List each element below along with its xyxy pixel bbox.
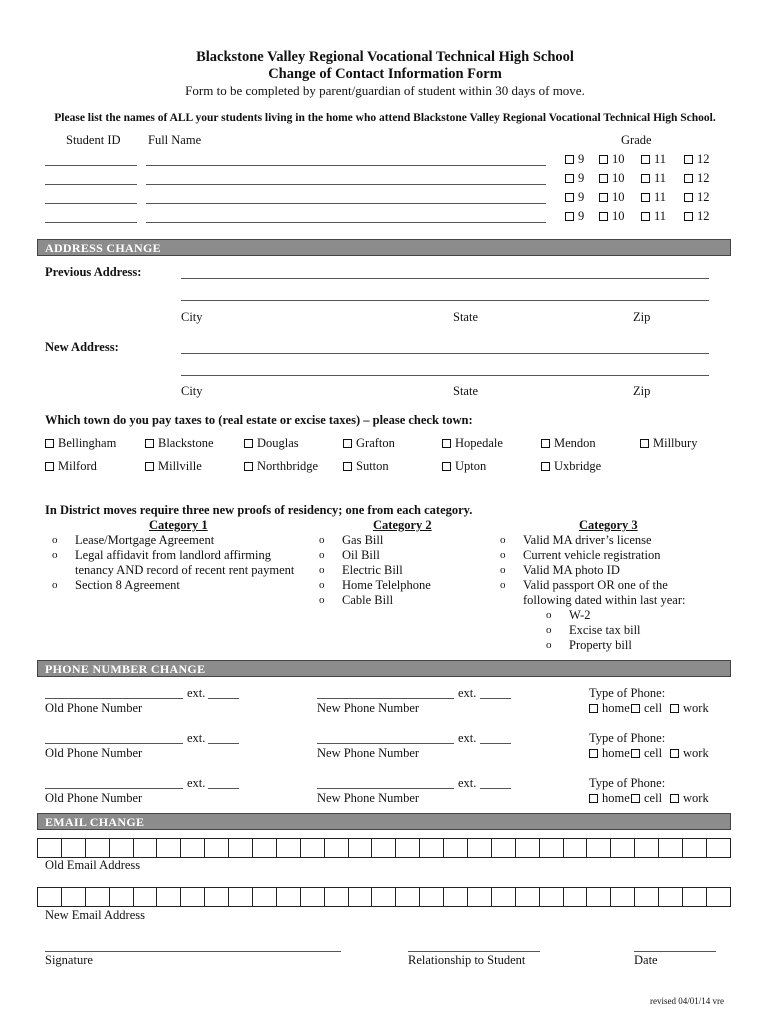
phone-type-home-label: home — [602, 701, 630, 715]
grade-12-option[interactable] — [684, 152, 710, 167]
grade-10-option-label: 10 — [612, 209, 625, 223]
email-char-box[interactable] — [683, 839, 707, 857]
grade-12-option[interactable] — [684, 171, 710, 186]
email-char-box[interactable] — [635, 888, 659, 906]
email-char-box[interactable] — [444, 888, 468, 906]
date-label: Date — [634, 953, 658, 967]
student-id-line[interactable] — [45, 222, 137, 223]
bullet-icon: o — [500, 534, 506, 546]
category-3-item: Current vehicle registration — [523, 548, 661, 562]
checkbox[interactable] — [589, 704, 598, 713]
email-char-box[interactable] — [659, 888, 683, 906]
email-char-box[interactable] — [181, 888, 205, 906]
grade-12-option-label: 12 — [697, 190, 710, 204]
towns-question: Which town do you pay taxes to (real estate or excise taxes) – please check town: — [45, 413, 473, 427]
email-char-box[interactable] — [492, 839, 516, 857]
email-char-box[interactable] — [587, 888, 611, 906]
checkbox[interactable] — [589, 794, 598, 803]
new-phone-line[interactable] — [317, 743, 454, 744]
bullet-icon: o — [500, 564, 506, 576]
email-char-box[interactable] — [301, 839, 325, 857]
checkbox[interactable] — [684, 155, 693, 164]
town-douglas[interactable] — [244, 436, 299, 451]
email-char-box[interactable] — [611, 888, 635, 906]
email-char-box[interactable] — [157, 839, 181, 857]
checkbox[interactable] — [640, 439, 649, 448]
form-title: Change of Contact Information Form — [268, 66, 502, 82]
new-phone-line[interactable] — [317, 788, 454, 789]
town-milford-label: Milford — [58, 459, 97, 473]
category-1-item: Lease/Mortgage Agreement — [75, 533, 215, 547]
email-char-box[interactable] — [564, 888, 588, 906]
category-1-item: Legal affidavit from landlord affirming — [75, 548, 272, 562]
bullet-icon: o — [319, 534, 325, 546]
phone-type-cell[interactable] — [631, 746, 662, 761]
new-ext-line[interactable] — [480, 698, 511, 699]
checkbox[interactable] — [684, 212, 693, 221]
new-ext-line[interactable] — [480, 743, 511, 744]
old-phone-label: Old Phone Number — [45, 746, 143, 760]
email-char-box[interactable] — [253, 839, 277, 857]
email-char-box[interactable] — [611, 839, 635, 857]
town-millbury-label: Millbury — [653, 436, 698, 450]
old-phone-label: Old Phone Number — [45, 701, 143, 715]
email-char-box[interactable] — [157, 888, 181, 906]
new-email-grid[interactable] — [37, 887, 731, 907]
checkbox[interactable] — [670, 704, 679, 713]
email-char-box[interactable] — [372, 888, 396, 906]
category-2-item: Gas Bill — [342, 533, 384, 547]
email-char-box[interactable] — [372, 839, 396, 857]
grade-10-option-label: 10 — [612, 190, 625, 204]
checkbox[interactable] — [541, 439, 550, 448]
email-char-box[interactable] — [444, 839, 468, 857]
grade-10-option[interactable] — [599, 152, 625, 167]
student-name-line[interactable] — [146, 184, 546, 185]
phone-type-label: Type of Phone: — [589, 776, 666, 790]
previous-state-label: State — [453, 310, 478, 324]
town-mendon-label: Mendon — [554, 436, 596, 450]
town-milford[interactable] — [45, 459, 97, 474]
category-2-item: Electric Bill — [342, 563, 403, 577]
grade-9-option-label: 9 — [578, 152, 585, 166]
email-char-box[interactable] — [134, 888, 158, 906]
checkbox[interactable] — [244, 439, 253, 448]
grade-12-option-label: 12 — [697, 171, 710, 185]
checkbox[interactable] — [565, 193, 574, 202]
email-char-box[interactable] — [253, 888, 277, 906]
bullet-icon: o — [500, 579, 506, 591]
email-char-box[interactable] — [229, 888, 253, 906]
previous-zip-label: Zip — [633, 310, 651, 324]
signature-label: Signature — [45, 953, 93, 967]
previous-address-line1[interactable] — [181, 278, 709, 279]
previous-city-label: City — [181, 310, 203, 324]
student-name-line[interactable] — [146, 203, 546, 204]
new-zip-label: Zip — [633, 384, 651, 398]
phone-type-work[interactable] — [670, 791, 709, 806]
checkbox[interactable] — [244, 462, 253, 471]
grade-9-option[interactable] — [565, 209, 584, 224]
previous-address-line2[interactable] — [181, 300, 709, 301]
grade-12-option-label: 12 — [697, 209, 710, 223]
category-2-title: Category 2 — [373, 518, 432, 532]
email-char-box[interactable] — [349, 839, 373, 857]
town-blackstone-label: Blackstone — [158, 436, 214, 450]
grade-9-option-label: 9 — [578, 171, 585, 185]
grade-9-option[interactable] — [565, 152, 584, 167]
email-char-box[interactable] — [683, 888, 707, 906]
category-2-item: Oil Bill — [342, 548, 380, 562]
grade-11-option[interactable] — [641, 152, 666, 167]
town-mendon[interactable] — [541, 436, 596, 451]
email-char-box[interactable] — [325, 839, 349, 857]
old-ext-label: ext. — [187, 686, 206, 700]
town-grafton[interactable] — [343, 436, 395, 451]
checkbox[interactable] — [631, 794, 640, 803]
residency-heading: In District moves require three new proofs of residency; one from each category. — [45, 503, 473, 517]
checkbox[interactable] — [641, 193, 650, 202]
old-email-label: Old Email Address — [45, 858, 141, 872]
checkbox[interactable] — [145, 462, 154, 471]
student-name-line[interactable] — [146, 165, 546, 166]
category-3-title: Category 3 — [579, 518, 638, 532]
checkbox[interactable] — [599, 174, 608, 183]
category-3-item: following dated within last year: — [523, 593, 686, 607]
email-char-box[interactable] — [659, 839, 683, 857]
grade-10-option-label: 10 — [612, 171, 625, 185]
email-char-box[interactable] — [468, 888, 492, 906]
town-grafton-label: Grafton — [356, 436, 395, 450]
email-char-box[interactable] — [134, 839, 158, 857]
phone-type-cell-label: cell — [644, 746, 663, 760]
checkbox[interactable] — [343, 439, 352, 448]
checkbox[interactable] — [442, 439, 451, 448]
old-ext-line[interactable] — [208, 743, 239, 744]
phone-type-home-label: home — [602, 746, 630, 760]
new-state-label: State — [453, 384, 478, 398]
old-ext-label: ext. — [187, 776, 206, 790]
phone-type-label: Type of Phone: — [589, 686, 666, 700]
category-2-item: Cable Bill — [342, 593, 394, 607]
bullet-icon: o — [500, 549, 506, 561]
checkbox[interactable] — [145, 439, 154, 448]
school-name: Blackstone Valley Regional Vocational Technical High School — [196, 49, 574, 65]
email-char-box[interactable] — [229, 839, 253, 857]
town-sutton-label: Sutton — [356, 459, 389, 473]
new-address-line1[interactable] — [181, 353, 709, 354]
phone-type-work[interactable] — [670, 701, 709, 716]
grade-9-option[interactable] — [565, 171, 584, 186]
phone-change-band: PHONE NUMBER CHANGE — [37, 660, 731, 677]
checkbox[interactable] — [599, 155, 608, 164]
student-id-header: Student ID — [66, 133, 121, 147]
email-char-box[interactable] — [587, 839, 611, 857]
grade-12-option[interactable] — [684, 209, 710, 224]
town-millville-label: Millville — [158, 459, 202, 473]
student-id-line[interactable] — [45, 184, 137, 185]
town-bellingham-label: Bellingham — [58, 436, 117, 450]
grade-10-option[interactable] — [599, 209, 625, 224]
full-name-header: Full Name — [148, 133, 202, 147]
email-char-box[interactable] — [516, 888, 540, 906]
category-3-subitem: Property bill — [569, 638, 632, 652]
email-char-box[interactable] — [38, 839, 62, 857]
grade-9-option[interactable] — [565, 190, 584, 205]
student-id-line[interactable] — [45, 165, 137, 166]
old-phone-line[interactable] — [45, 698, 183, 699]
grade-12-option-label: 12 — [697, 152, 710, 166]
checkbox[interactable] — [589, 749, 598, 758]
checkbox[interactable] — [565, 212, 574, 221]
email-char-box[interactable] — [277, 839, 301, 857]
checkbox[interactable] — [565, 155, 574, 164]
grade-9-option-label: 9 — [578, 190, 585, 204]
student-name-line[interactable] — [146, 222, 546, 223]
email-char-box[interactable] — [707, 839, 730, 857]
town-blackstone[interactable] — [145, 436, 214, 451]
old-ext-line[interactable] — [208, 788, 239, 789]
grade-header: Grade — [621, 133, 652, 147]
town-upton-label: Upton — [455, 459, 487, 473]
phone-type-home[interactable] — [589, 746, 630, 761]
phone-type-work-label: work — [683, 746, 709, 760]
bullet-icon: o — [319, 564, 325, 576]
bullet-icon: o — [319, 579, 325, 591]
checkbox[interactable] — [631, 704, 640, 713]
grade-10-option[interactable] — [599, 190, 625, 205]
grade-11-option[interactable] — [641, 209, 666, 224]
checkbox[interactable] — [343, 462, 352, 471]
email-char-box[interactable] — [301, 888, 325, 906]
town-douglas-label: Douglas — [257, 436, 299, 450]
grade-9-option-label: 9 — [578, 209, 585, 223]
category-3-subitem: W-2 — [569, 608, 591, 622]
new-city-label: City — [181, 384, 203, 398]
email-char-box[interactable] — [62, 888, 86, 906]
phone-type-home[interactable] — [589, 791, 630, 806]
date-line[interactable] — [634, 951, 716, 952]
email-char-box[interactable] — [205, 888, 229, 906]
relationship-label: Relationship to Student — [408, 953, 526, 967]
email-char-box[interactable] — [492, 888, 516, 906]
new-email-label: New Email Address — [45, 908, 145, 922]
grade-11-option-label: 11 — [654, 190, 667, 204]
email-char-box[interactable] — [181, 839, 205, 857]
email-char-box[interactable] — [396, 839, 420, 857]
category-1-title: Category 1 — [149, 518, 208, 532]
bullet-icon: o — [52, 579, 58, 591]
checkbox[interactable] — [670, 794, 679, 803]
email-char-box[interactable] — [38, 888, 62, 906]
checkbox[interactable] — [541, 462, 550, 471]
new-ext-line[interactable] — [480, 788, 511, 789]
checkbox[interactable] — [599, 212, 608, 221]
previous-address-label: Previous Address: — [45, 265, 142, 279]
grade-11-option[interactable] — [641, 190, 666, 205]
email-char-box[interactable] — [420, 888, 444, 906]
town-bellingham[interactable] — [45, 436, 116, 451]
email-char-box[interactable] — [62, 839, 86, 857]
email-char-box[interactable] — [396, 888, 420, 906]
town-upton[interactable] — [442, 459, 486, 474]
phone-type-cell[interactable] — [631, 701, 662, 716]
town-northbridge-label: Northbridge — [257, 459, 319, 473]
grade-10-option-label: 10 — [612, 152, 625, 166]
town-hopedale[interactable] — [442, 436, 503, 451]
town-sutton[interactable] — [343, 459, 389, 474]
checkbox[interactable] — [641, 155, 650, 164]
email-char-box[interactable] — [420, 839, 444, 857]
phone-type-cell-label: cell — [644, 701, 663, 715]
checkbox[interactable] — [670, 749, 679, 758]
category-1-item: tenancy AND record of recent rent payment — [75, 563, 295, 577]
phone-type-home-label: home — [602, 791, 630, 805]
old-ext-label: ext. — [187, 731, 206, 745]
address-change-band: ADDRESS CHANGE — [37, 239, 731, 256]
phone-type-work-label: work — [683, 791, 709, 805]
email-char-box[interactable] — [86, 839, 110, 857]
checkbox[interactable] — [45, 462, 54, 471]
category-3-item: Valid MA driver’s license — [523, 533, 652, 547]
email-char-box[interactable] — [349, 888, 373, 906]
checkbox[interactable] — [599, 193, 608, 202]
form-subtitle: Form to be completed by parent/guardian of student within 30 days of move. — [185, 83, 585, 98]
phone-type-work[interactable] — [670, 746, 709, 761]
checkbox[interactable] — [684, 174, 693, 183]
email-char-box[interactable] — [516, 839, 540, 857]
phone-type-cell-label: cell — [644, 791, 663, 805]
old-ext-line[interactable] — [208, 698, 239, 699]
checkbox[interactable] — [45, 439, 54, 448]
bullet-icon: o — [546, 609, 552, 621]
grade-11-option-label: 11 — [654, 171, 667, 185]
email-char-box[interactable] — [468, 839, 492, 857]
checkbox[interactable] — [631, 749, 640, 758]
email-char-box[interactable] — [325, 888, 349, 906]
email-char-box[interactable] — [86, 888, 110, 906]
category-1-item: Section 8 Agreement — [75, 578, 180, 592]
town-millville[interactable] — [145, 459, 202, 474]
category-3-item: Valid MA photo ID — [523, 563, 620, 577]
category-3-item: Valid passport OR one of the — [523, 578, 668, 592]
town-uxbridge[interactable] — [541, 459, 601, 474]
revised-note: revised 04/01/14 vre — [650, 996, 724, 1006]
new-phone-label: New Phone Number — [317, 746, 420, 760]
category-3-subitem: Excise tax bill — [569, 623, 641, 637]
grade-11-option-label: 11 — [654, 152, 667, 166]
new-ext-label: ext. — [458, 776, 477, 790]
student-instruction: Please list the names of ALL your students living in the home who attend Blackstone Valley Regional Vocational Technical High School. — [54, 112, 716, 124]
grade-12-option[interactable] — [684, 190, 710, 205]
bullet-icon: o — [319, 594, 325, 606]
new-ext-label: ext. — [458, 686, 477, 700]
email-change-band: EMAIL CHANGE — [37, 813, 731, 830]
town-millbury[interactable] — [640, 436, 697, 451]
category-2-item: Home Telelphone — [342, 578, 431, 592]
checkbox[interactable] — [442, 462, 451, 471]
old-phone-line[interactable] — [45, 788, 183, 789]
email-char-box[interactable] — [564, 839, 588, 857]
checkbox[interactable] — [684, 193, 693, 202]
bullet-icon: o — [52, 534, 58, 546]
email-char-box[interactable] — [110, 888, 134, 906]
email-char-box[interactable] — [707, 888, 730, 906]
email-char-box[interactable] — [110, 839, 134, 857]
student-id-line[interactable] — [45, 203, 137, 204]
email-char-box[interactable] — [540, 888, 564, 906]
bullet-icon: o — [319, 549, 325, 561]
email-char-box[interactable] — [635, 839, 659, 857]
bullet-icon: o — [546, 624, 552, 636]
grade-10-option[interactable] — [599, 171, 625, 186]
town-northbridge[interactable] — [244, 459, 318, 474]
town-uxbridge-label: Uxbridge — [554, 459, 602, 473]
checkbox[interactable] — [641, 212, 650, 221]
bullet-icon: o — [52, 549, 58, 561]
phone-type-work-label: work — [683, 701, 709, 715]
email-char-box[interactable] — [205, 839, 229, 857]
relationship-line[interactable] — [408, 951, 540, 952]
phone-type-cell[interactable] — [631, 791, 662, 806]
checkbox[interactable] — [565, 174, 574, 183]
new-phone-label: New Phone Number — [317, 701, 420, 715]
phone-type-label: Type of Phone: — [589, 731, 666, 745]
new-address-label: New Address: — [45, 340, 119, 354]
old-phone-label: Old Phone Number — [45, 791, 143, 805]
new-address-line2[interactable] — [181, 375, 709, 376]
bullet-icon: o — [546, 639, 552, 651]
grade-11-option-label: 11 — [654, 209, 667, 223]
old-email-grid[interactable] — [37, 838, 731, 858]
email-char-box[interactable] — [540, 839, 564, 857]
old-phone-line[interactable] — [45, 743, 183, 744]
phone-type-home[interactable] — [589, 701, 630, 716]
email-char-box[interactable] — [277, 888, 301, 906]
checkbox[interactable] — [641, 174, 650, 183]
new-ext-label: ext. — [458, 731, 477, 745]
new-phone-label: New Phone Number — [317, 791, 420, 805]
signature-line[interactable] — [45, 951, 341, 952]
town-hopedale-label: Hopedale — [455, 436, 503, 450]
new-phone-line[interactable] — [317, 698, 454, 699]
grade-11-option[interactable] — [641, 171, 666, 186]
